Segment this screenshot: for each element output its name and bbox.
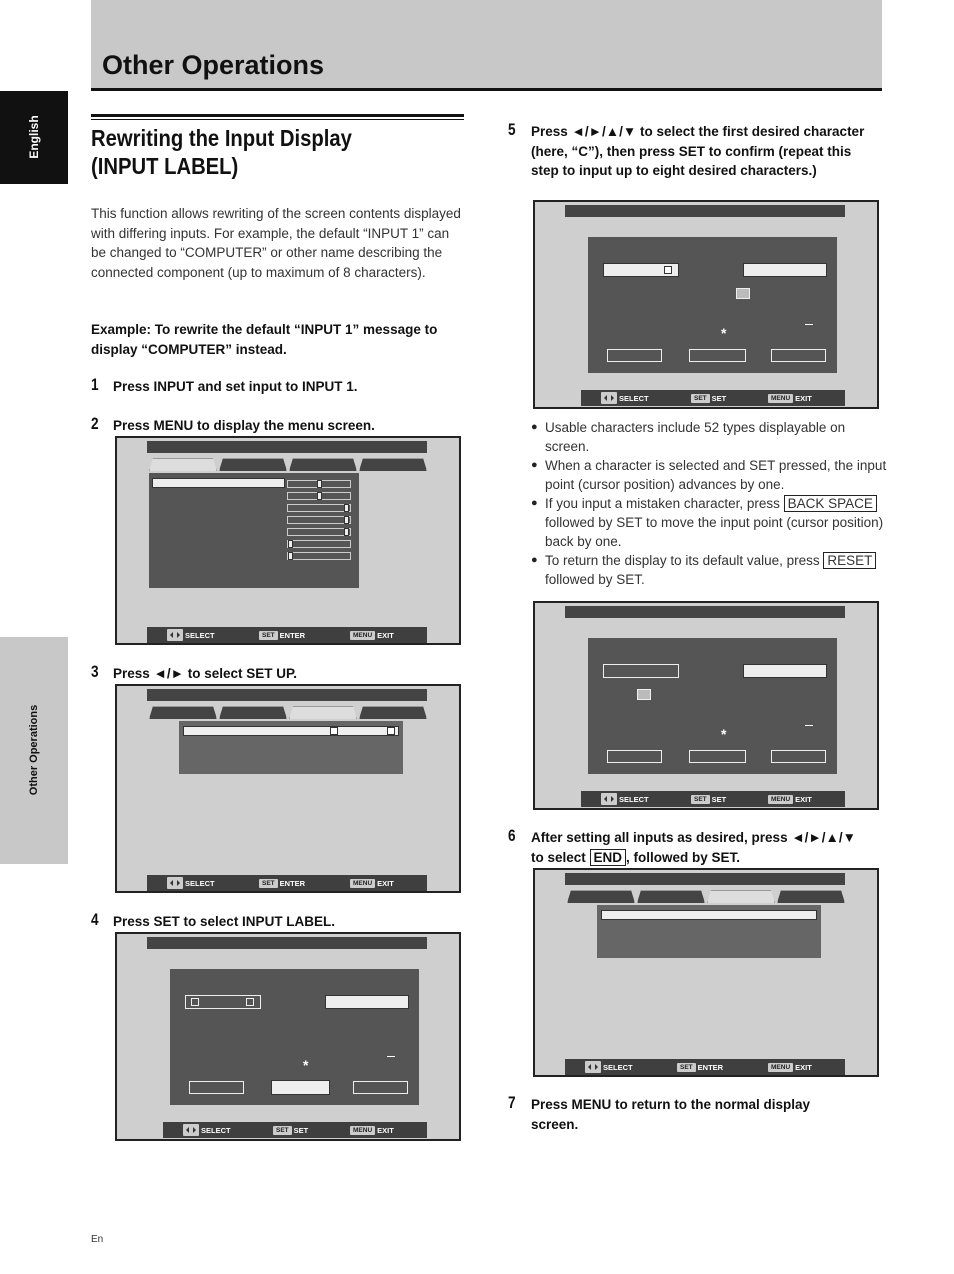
star-glyph: * xyxy=(721,726,727,742)
step-number: 1 xyxy=(91,375,99,394)
menu-tab xyxy=(359,458,427,471)
page-title: Other Operations xyxy=(102,50,325,80)
step-number: 3 xyxy=(91,662,99,681)
menu-tabs xyxy=(567,890,845,903)
step-number: 6 xyxy=(508,826,516,845)
star-glyph: * xyxy=(303,1057,309,1073)
step-number: 5 xyxy=(508,120,516,139)
list-item: ● When a character is selected and SET pressed, the input point (cursor position) advances by one. xyxy=(531,456,891,494)
example-paragraph: Example: To rewrite the default “INPUT 1” message to display “COMPUTER” instead. xyxy=(91,322,438,357)
setting-slider xyxy=(287,552,351,560)
setting-slider xyxy=(287,516,351,524)
section-title xyxy=(91,124,461,180)
list-item: ● Usable characters include 52 types displayable on screen. xyxy=(531,418,891,456)
screen-help-bar: SELECT SET ENTER MENU EXIT xyxy=(147,627,427,643)
arrows-icon xyxy=(167,629,183,641)
arrows-icon xyxy=(167,877,183,889)
screen-title-bar xyxy=(147,937,427,949)
step-number: 2 xyxy=(91,414,99,433)
screen-button xyxy=(689,750,746,763)
step-text: Press MENU to return to the normal display screen. xyxy=(531,1097,811,1132)
cursor-box xyxy=(191,998,199,1006)
screen-help-bar: SELECT SET ENTER MENU EXIT xyxy=(147,875,427,891)
step-text: Press INPUT and set input to INPUT 1. xyxy=(113,379,358,394)
notes-list xyxy=(531,418,891,589)
new-label-field xyxy=(743,664,827,678)
arrows-icon xyxy=(601,392,617,404)
setting-slider xyxy=(287,504,351,512)
underscore-glyph xyxy=(805,324,813,325)
screen-button xyxy=(607,349,662,362)
screen-button xyxy=(771,750,826,763)
step-text: After setting all inputs as desired, press ◄/►/▲/▼ to select END , followed by SET. xyxy=(531,830,857,865)
arrows-icon xyxy=(183,1124,199,1136)
screen-button xyxy=(189,1081,244,1094)
menu-tabs xyxy=(149,706,427,719)
step-text: Press MENU to display the menu screen. xyxy=(113,418,375,433)
section-title-line2: (INPUT LABEL) xyxy=(91,153,239,179)
header-rule xyxy=(91,88,882,91)
menu-screen-image xyxy=(115,436,461,645)
setting-slider xyxy=(287,528,351,536)
setup-screen-image xyxy=(115,684,461,893)
step-number: 7 xyxy=(508,1093,516,1112)
key-label: BACK SPACE xyxy=(784,495,877,512)
screen-button xyxy=(771,349,826,362)
input-label-row xyxy=(601,910,817,920)
menu-tab xyxy=(149,458,217,471)
key-label: RESET xyxy=(823,552,876,569)
cursor-box xyxy=(246,998,254,1006)
character-select-screen-image xyxy=(533,200,879,409)
step-text: Press ◄/► to select SET UP. xyxy=(113,666,298,681)
cursor-box xyxy=(664,266,672,274)
new-label-field xyxy=(743,263,827,277)
menu-tabs xyxy=(149,458,427,471)
selected-character xyxy=(736,288,750,299)
section-rule-thick xyxy=(91,114,464,117)
screen-title-bar xyxy=(565,606,845,618)
step-text: Press SET to select INPUT LABEL. xyxy=(113,914,336,929)
row-marker xyxy=(387,727,395,735)
reset-screen-image xyxy=(533,601,879,810)
setting-slider xyxy=(287,540,351,548)
arrows-icon xyxy=(585,1061,601,1073)
screen-button xyxy=(607,750,662,763)
language-tab-label: English xyxy=(27,115,41,159)
key-label: END xyxy=(590,849,627,866)
screen-title-bar xyxy=(147,441,427,453)
screen-button xyxy=(689,349,746,362)
list-item: ● To return the display to its default value, press RESET followed by SET. xyxy=(531,551,891,589)
end-screen-image xyxy=(533,868,879,1077)
screen-title-bar xyxy=(147,689,427,701)
current-label-field xyxy=(603,664,679,678)
input-label-row xyxy=(183,726,399,736)
screen-button-selected xyxy=(271,1080,330,1095)
arrows-icon xyxy=(601,793,617,805)
section-rule-thin xyxy=(91,119,464,120)
language-tab xyxy=(0,91,68,184)
menu-highlight xyxy=(152,478,285,488)
step-text: Press ◄/►/▲/▼ to select the first desired character (here, “C”), then press SET to confirm (repeat this step to input up to eight desired characters.) xyxy=(531,124,865,178)
intro-paragraph: This function allows rewriting of the screen contents displayed with differing inputs. For example, the default “INPUT 1” can be changed to “COMPUTER” or other name describing the connected component (up to maximum of 8 characters). xyxy=(91,206,461,280)
section-tab-label: Other Operations xyxy=(28,704,40,796)
section-title-line1: Rewriting the Input Display xyxy=(91,125,352,151)
screen-title-bar xyxy=(565,205,845,217)
underscore-glyph xyxy=(805,725,813,726)
underscore-glyph xyxy=(387,1056,395,1057)
star-glyph: * xyxy=(721,325,727,341)
new-label-field xyxy=(325,995,409,1009)
screen-help-bar: SELECT SET SET MENU EXIT xyxy=(581,791,845,807)
menu-tab xyxy=(219,458,287,471)
step-number: 4 xyxy=(91,910,99,929)
row-marker xyxy=(330,727,338,735)
section-tab xyxy=(0,637,68,864)
page-footer: En xyxy=(91,1234,104,1245)
input-label-screen-image xyxy=(115,932,461,1141)
screen-help-bar: SELECT SET SET MENU EXIT xyxy=(581,390,845,406)
setting-slider xyxy=(287,492,351,500)
selected-character xyxy=(637,689,651,700)
screen-title-bar xyxy=(565,873,845,885)
list-item: ● If you input a mistaken character, press BACK SPACE followed by SET to move the input point (cursor position) back by one. xyxy=(531,494,891,551)
menu-tab xyxy=(289,458,357,471)
screen-help-bar: SELECT SET ENTER MENU EXIT xyxy=(565,1059,845,1075)
setting-slider xyxy=(287,480,351,488)
screen-button xyxy=(353,1081,408,1094)
screen-help-bar: SELECT SET SET MENU EXIT xyxy=(163,1122,427,1138)
